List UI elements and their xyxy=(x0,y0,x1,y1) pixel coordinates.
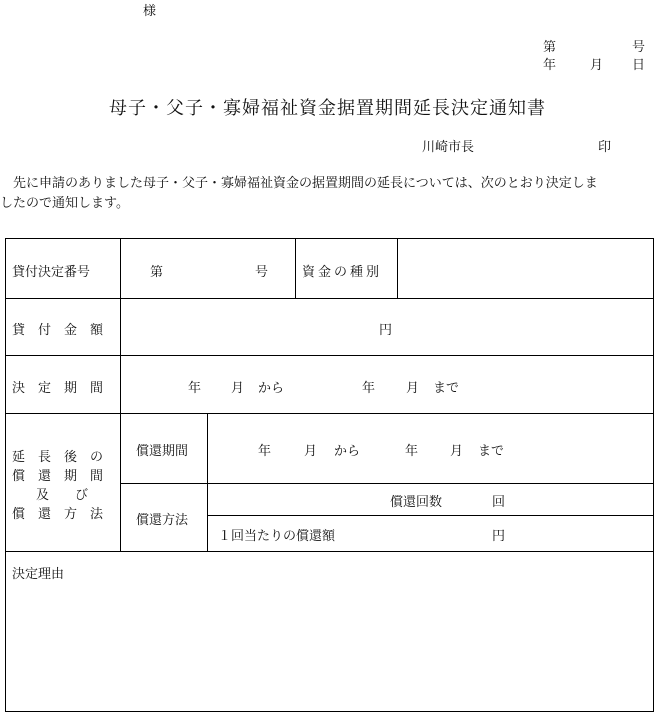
repay-end-month: 月 xyxy=(450,444,464,459)
seal-mark: 印 xyxy=(598,140,612,155)
repay-period-label: 償還期間 xyxy=(136,444,189,459)
loan-number-label: 貸付決定番号 xyxy=(12,265,91,280)
row-divider xyxy=(5,355,653,356)
date-day: 日 xyxy=(632,58,646,73)
document-title: 母子・父子・寡婦福祉資金据置期間延長決定通知書 xyxy=(109,98,546,119)
per-payment-label: １回当たりの償還額 xyxy=(218,529,336,544)
intro-paragraph xyxy=(0,174,662,214)
repay-count-unit: 回 xyxy=(492,495,506,510)
loan-number-go: 号 xyxy=(255,265,269,280)
per-payment-unit: 円 xyxy=(492,529,506,544)
row-divider xyxy=(5,413,653,414)
row-divider xyxy=(5,551,653,552)
extended-label-line2: 償 還 期 間 xyxy=(12,469,104,484)
decision-reason-label: 決定理由 xyxy=(12,567,65,582)
column-divider xyxy=(397,238,398,298)
period-start-month: 月 xyxy=(231,381,245,396)
intro-line-2: したので通知します。 xyxy=(0,196,129,211)
intro-line-1: 先に申請のありました母子・父子・寡婦福祉資金の据置期間の延長については、次のとおり決定しま xyxy=(0,176,598,191)
repay-method-label: 償還方法 xyxy=(136,513,189,528)
period-end-month: 月 xyxy=(406,381,420,396)
repay-count-label: 償還回数 xyxy=(390,495,443,510)
loan-amount-unit: 円 xyxy=(379,323,393,338)
decision-period-label: 決 定 期 間 xyxy=(12,381,104,396)
period-start-year: 年 xyxy=(188,381,202,396)
loan-number-dai: 第 xyxy=(150,265,164,280)
repay-end-year: 年 xyxy=(405,444,419,459)
column-divider xyxy=(207,413,208,551)
period-until: まで xyxy=(433,381,460,396)
extended-label-line4: 償 還 方 法 xyxy=(12,507,104,522)
fund-type-label: 資金の種別 xyxy=(302,265,383,280)
repay-from: から xyxy=(334,444,361,459)
period-from: から xyxy=(258,381,285,396)
doc-number-go: 号 xyxy=(632,40,646,55)
repay-start-month: 月 xyxy=(304,444,318,459)
recipient-honorific: 様 xyxy=(143,4,157,19)
row-divider xyxy=(121,483,653,484)
extended-label-line1: 延 長 後 の xyxy=(12,450,104,465)
column-divider xyxy=(120,238,121,551)
row-divider xyxy=(208,515,653,516)
issuer-name: 川崎市長 xyxy=(422,140,475,155)
row-divider xyxy=(5,298,653,299)
repay-until: まで xyxy=(478,444,505,459)
date-month: 月 xyxy=(590,58,604,73)
loan-amount-label: 貸 付 金 額 xyxy=(12,323,104,338)
date-year: 年 xyxy=(543,58,557,73)
repay-start-year: 年 xyxy=(258,444,272,459)
doc-number-dai: 第 xyxy=(543,40,557,55)
column-divider xyxy=(295,238,296,298)
period-end-year: 年 xyxy=(362,381,376,396)
extended-label-line3: 及 び xyxy=(36,488,89,503)
